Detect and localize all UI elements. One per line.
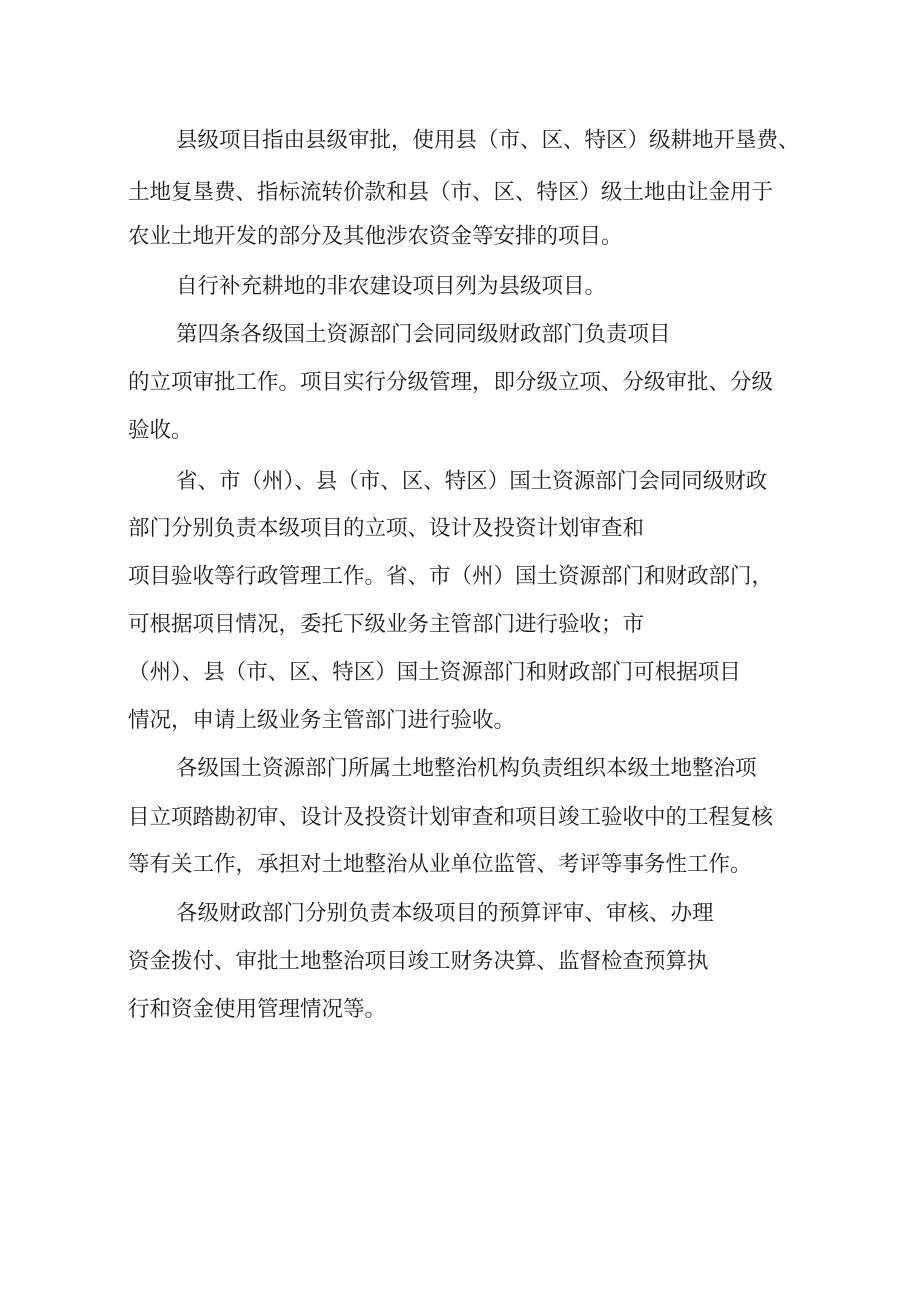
- text-line: 土地复垦费、指标流转价款和县（市、区、特区）级土地由让金用于: [128, 180, 774, 205]
- text-line: 情况，申请上级业务主管部门进行验收。: [128, 708, 516, 733]
- text-line: 各级国土资源部门所属土地整治机构负责组织本级土地整治项: [176, 756, 757, 781]
- text-line: 自行补充耕地的非农建设项目列为县级项目。: [176, 274, 607, 299]
- text-line: 资金拨付、审批土地整治项目竣工财务决算、监督检查预算执: [128, 949, 709, 974]
- text-line: 第四条各级国土资源部门会同同级财政部门负责项目: [176, 322, 671, 347]
- text-line: 的立项审批工作。项目实行分级管理，即分级立项、分级审批、分级: [128, 370, 774, 395]
- text-line: 验收。: [128, 418, 193, 443]
- text-line: 县级项目指由县级审批，使用县（市、区、特区）级耕地开垦费、: [176, 128, 800, 153]
- text-line: 省、市（州）、县（市、区、特区）国土资源部门会同同级财政: [176, 469, 768, 494]
- text-line: 农业土地开发的部分及其他涉农资金等安排的项目。: [128, 224, 623, 249]
- text-line: 项目验收等行政管理工作。省、市（州）国土资源部门和财政部门，: [128, 564, 774, 589]
- text-line: 行和资金使用管理情况等。: [128, 997, 387, 1022]
- text-line: 可根据项目情况，委托下级业务主管部门进行验收；市: [128, 612, 645, 637]
- text-line: 部门分别负责本级项目的立项、设计及投资计划审查和: [128, 516, 645, 541]
- text-line: 目立项踏勘初审、设计及投资计划审查和项目竣工验收中的工程复核: [128, 805, 774, 830]
- text-line: 各级财政部门分别负责本级项目的预算评审、审核、办理: [176, 901, 714, 926]
- text-line: 等有关工作，承担对土地整治从业单位监管、考评等事务性工作。: [128, 852, 752, 877]
- text-line: （州）、县（市、区、特区）国土资源部门和财政部门可根据项目: [128, 660, 741, 685]
